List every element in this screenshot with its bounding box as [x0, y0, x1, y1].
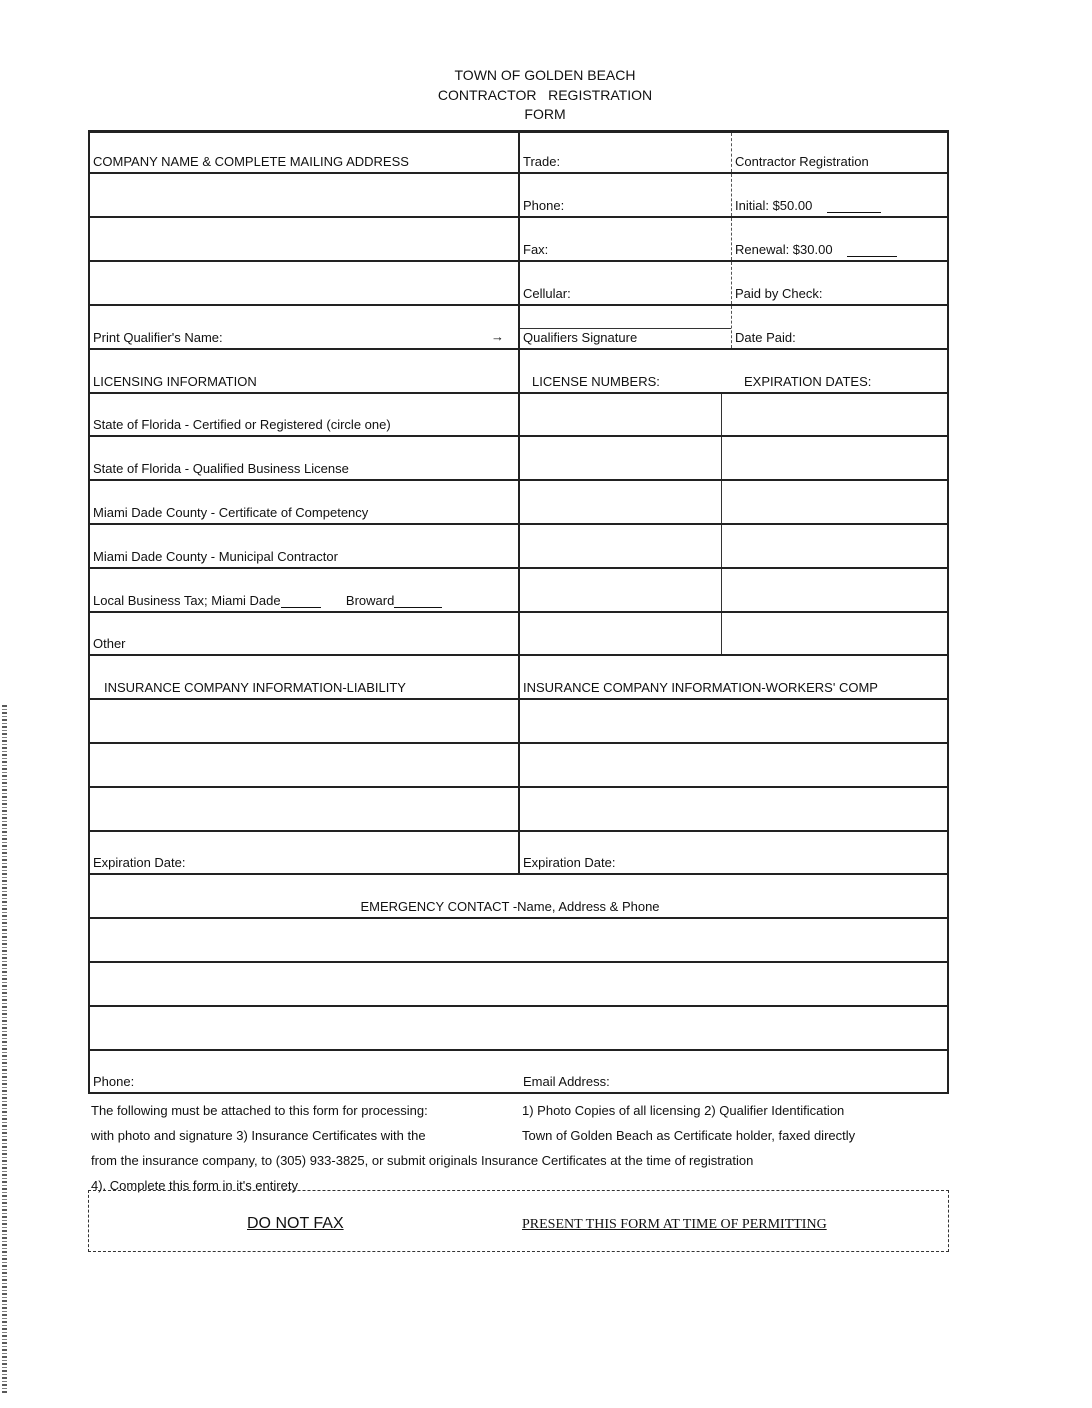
license-numbers-header: LICENSE NUMBERS: — [532, 374, 660, 389]
license-row — [88, 437, 949, 481]
cellular-label: Cellular: — [523, 286, 571, 301]
emergency-row — [88, 963, 949, 1007]
footer-box — [88, 1190, 949, 1252]
licensing-header: LICENSING INFORMATION — [90, 350, 520, 392]
license-number-field[interactable] — [520, 613, 722, 654]
qualifier-row — [88, 306, 949, 350]
license-expiration-field[interactable] — [722, 394, 947, 435]
company-header-row — [88, 130, 949, 174]
emergency-phone-field[interactable] — [90, 1051, 520, 1092]
emergency-contact-field[interactable] — [90, 919, 947, 961]
qualifier-name-label: Print Qualifier's Name: — [93, 330, 223, 345]
note-line-3: from the insurance company, to (305) 933-3825, or submit originals Insurance Certificates at the time of registration — [91, 1153, 754, 1168]
license-type-label: Local Business Tax; Miami Dade — [93, 593, 281, 608]
workers-comp-info-field[interactable] — [520, 788, 947, 830]
workers-comp-expiration-field[interactable] — [520, 832, 947, 873]
renewal-fee-label: Renewal: $30.00 — [735, 242, 833, 257]
phone-label: Phone: — [523, 198, 565, 213]
emergency-contact-header: EMERGENCY CONTACT -Name, Address & Phone — [360, 899, 660, 914]
title-line-2: CONTRACTOR REGISTRATION — [437, 86, 653, 103]
paid-by-check-field[interactable] — [732, 262, 947, 304]
renewal-fee-field[interactable] — [732, 218, 947, 260]
company-name-label: COMPANY NAME & COMPLETE MAILING ADDRESS — [90, 133, 520, 172]
date-paid-field[interactable] — [732, 306, 947, 348]
contractor-registration-label: Contractor Registration — [735, 154, 869, 169]
scan-edge-artifact — [2, 705, 7, 1395]
broward-blank[interactable] — [394, 597, 442, 608]
paid-by-check-label: Paid by Check: — [735, 286, 823, 301]
broward-label: Broward — [345, 593, 395, 608]
miami-dade-blank[interactable] — [281, 597, 321, 608]
arrow-right-icon: → — [491, 329, 504, 344]
license-number-field[interactable] — [520, 394, 722, 435]
liability-expiration-field[interactable] — [90, 832, 520, 873]
emergency-email-label: Email Address: — [523, 1074, 610, 1089]
workers-comp-info-field[interactable] — [520, 700, 947, 742]
license-expiration-field[interactable] — [722, 525, 947, 567]
fax-field[interactable] — [520, 218, 732, 260]
license-type-label: Miami Dade County - Municipal Contractor — [90, 525, 520, 567]
insurance-row — [88, 700, 949, 744]
company-row-cellular — [88, 262, 949, 306]
qualifier-signature-label: Qualifiers Signature — [523, 330, 638, 345]
insurance-row — [88, 788, 949, 832]
emergency-phone-label: Phone: — [93, 1074, 135, 1089]
license-row — [88, 613, 949, 656]
registration-form — [88, 130, 949, 1094]
workers-comp-expiration-label: Expiration Date: — [523, 855, 616, 870]
liability-info-field[interactable] — [90, 744, 520, 786]
emergency-row — [88, 919, 949, 963]
company-row-fax — [88, 218, 949, 262]
liability-header: INSURANCE COMPANY INFORMATION-LIABILITY — [90, 656, 520, 698]
license-type-label: Other — [90, 613, 520, 654]
initial-fee-field[interactable] — [732, 174, 947, 216]
note-line-1-left: The following must be attached to this form for processing: — [91, 1103, 428, 1118]
qualifier-name-field[interactable] — [90, 306, 520, 348]
company-row-phone — [88, 174, 949, 218]
note-line-2-left: with photo and signature 3) Insurance Certificates with the — [91, 1128, 426, 1143]
local-business-tax-field — [90, 569, 520, 611]
expiration-dates-header: EXPIRATION DATES: — [744, 374, 872, 389]
license-expiration-field[interactable] — [722, 569, 947, 611]
note-line-2-right: Town of Golden Beach as Certificate holder, faxed directly — [522, 1128, 856, 1143]
license-expiration-field[interactable] — [722, 613, 947, 654]
renewal-fee-blank[interactable] — [847, 246, 897, 257]
emergency-phone-email-row — [88, 1051, 949, 1094]
emergency-contact-field[interactable] — [90, 1007, 947, 1049]
insurance-header-row — [88, 656, 949, 700]
license-expiration-field[interactable] — [722, 481, 947, 523]
form-title — [380, 66, 710, 125]
address-line-2[interactable] — [90, 218, 520, 260]
initial-fee-blank[interactable] — [827, 202, 881, 213]
license-row — [88, 569, 949, 613]
liability-info-field[interactable] — [90, 700, 520, 742]
workers-comp-info-field[interactable] — [520, 744, 947, 786]
emergency-contact-field[interactable] — [90, 963, 947, 1005]
initial-fee-label: Initial: $50.00 — [735, 198, 813, 213]
cellular-field[interactable] — [520, 262, 732, 304]
attachment-instructions — [91, 1098, 951, 1198]
license-number-field[interactable] — [520, 569, 722, 611]
do-not-fax-notice: DO NOT FAX — [247, 1215, 344, 1232]
licensing-header-row — [88, 350, 949, 394]
liability-info-field[interactable] — [90, 788, 520, 830]
fax-label: Fax: — [523, 242, 549, 257]
license-type-label: State of Florida - Certified or Registered (circle one) — [90, 394, 520, 435]
present-form-notice: PRESENT THIS FORM AT TIME OF PERMITTING — [522, 1217, 827, 1232]
license-type-label: Miami Dade County - Certificate of Competency — [90, 481, 520, 523]
insurance-expiration-row — [88, 832, 949, 875]
license-expiration-field[interactable] — [722, 437, 947, 479]
note-line-4: 4). Complete this form in it's entirety — [91, 1178, 298, 1193]
address-line-1[interactable] — [90, 174, 520, 216]
address-line-3[interactable] — [90, 262, 520, 304]
emergency-email-field[interactable] — [520, 1051, 947, 1092]
title-line-1: TOWN OF GOLDEN BEACH — [454, 67, 636, 83]
note-line-1-right: 1) Photo Copies of all licensing 2) Qualifier Identification — [522, 1103, 845, 1118]
license-row — [88, 481, 949, 525]
trade-label: Trade: — [523, 154, 561, 169]
phone-field[interactable] — [520, 174, 732, 216]
trade-field[interactable] — [520, 133, 732, 172]
license-row — [88, 394, 949, 437]
emergency-header-row — [88, 875, 949, 919]
emergency-row — [88, 1007, 949, 1051]
liability-expiration-label: Expiration Date: — [93, 855, 186, 870]
title-line-3: FORM — [524, 106, 566, 122]
license-number-field[interactable] — [520, 525, 722, 567]
license-number-field[interactable] — [520, 481, 722, 523]
license-number-field[interactable] — [520, 437, 722, 479]
workers-comp-header: INSURANCE COMPANY INFORMATION-WORKERS' COMP — [523, 680, 878, 695]
insurance-row — [88, 744, 949, 788]
date-paid-label: Date Paid: — [735, 330, 796, 345]
qualifier-signature-field[interactable] — [520, 306, 732, 348]
license-row — [88, 525, 949, 569]
license-type-label: State of Florida - Qualified Business License — [90, 437, 520, 479]
